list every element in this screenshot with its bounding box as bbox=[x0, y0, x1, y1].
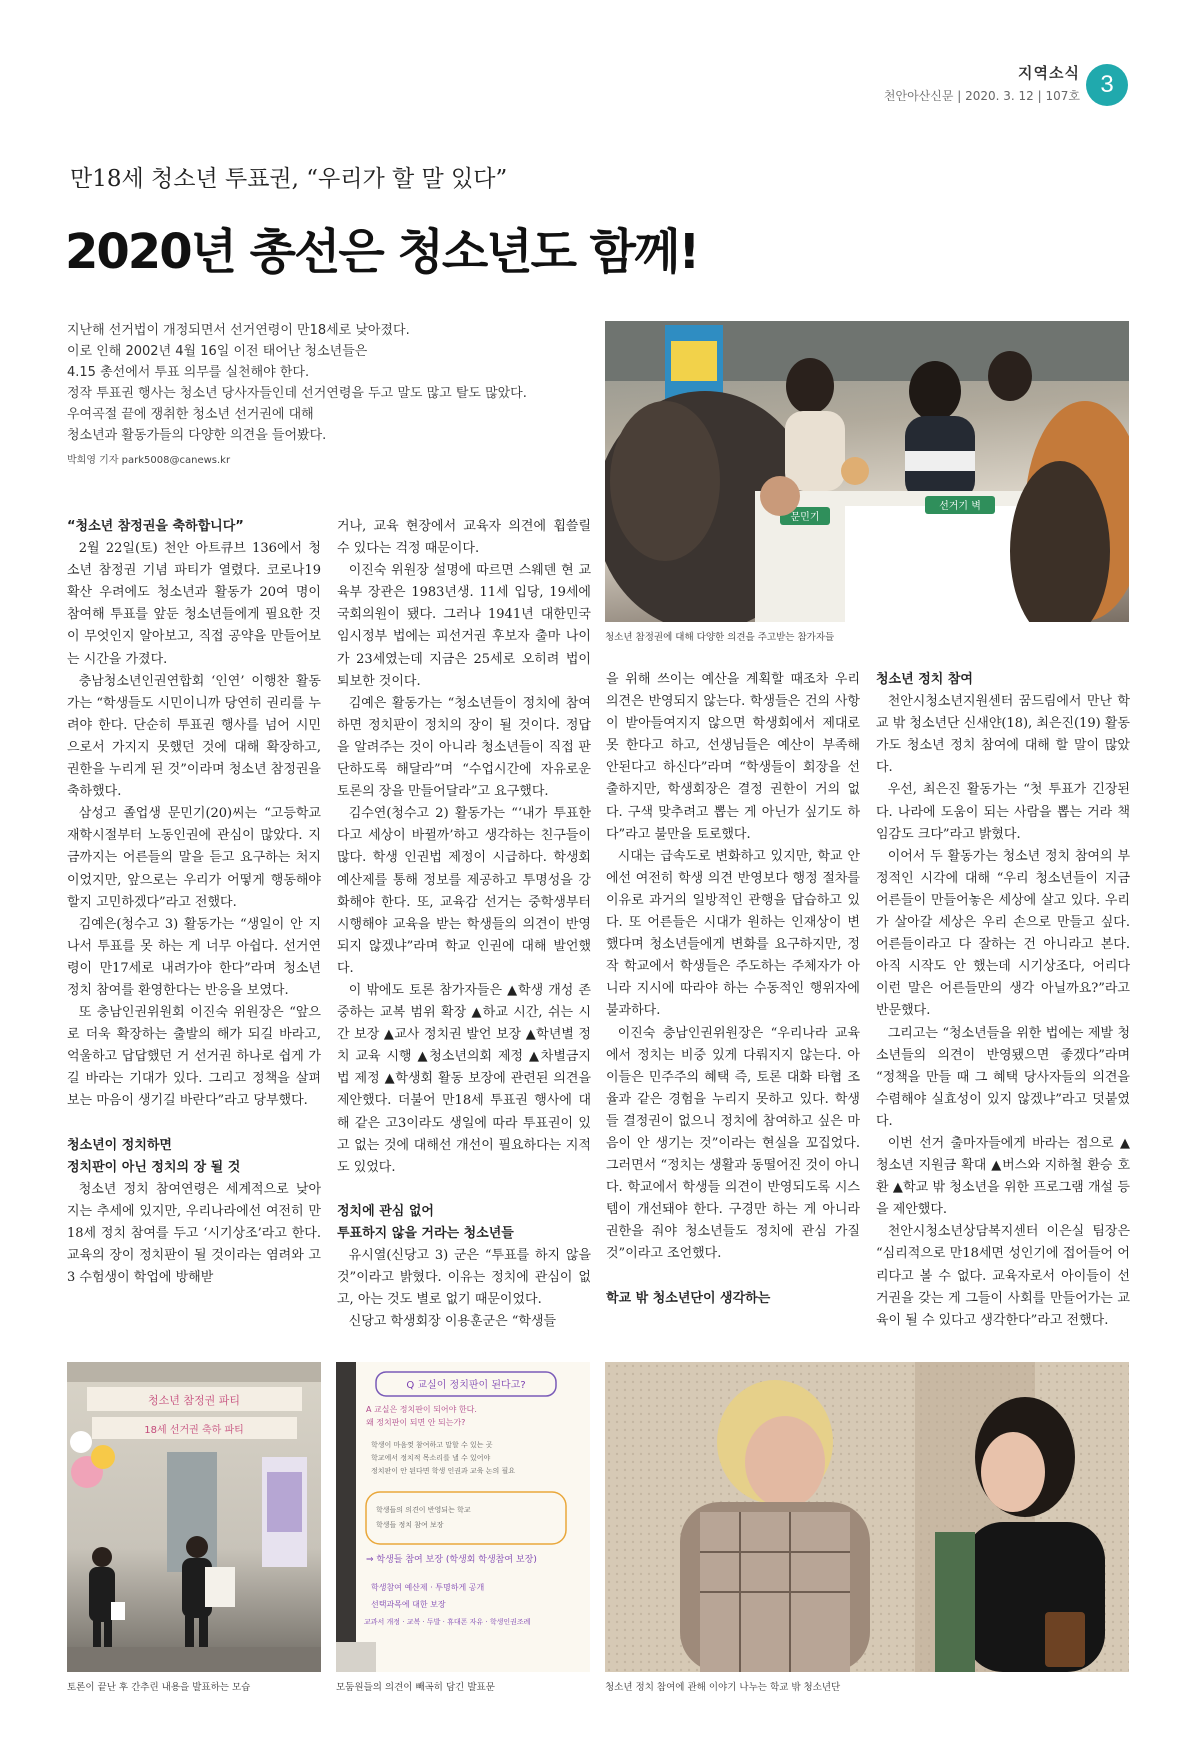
paragraph: 이 밖에도 토론 참가자들은 ▲학생 개성 존중하는 교복 범위 확장 ▲하교 시간, 쉬는 시간 보장 ▲교사 정치권 발언 보장 ▲학년별 정치 교육 시행 ▲청소년의회 제정 ▲차별금지법 제정 ▲학생회 활동 보장에 관련된 의견을 제안했다. 더불어 만18세 투표권 행사에 대해 같은 고3이라도 생일에 따라 투표권이 있고 없는 것에 대해선 개선이 필요하다는 지적도 있었다. bbox=[337, 982, 591, 1175]
subhead: 학교 밖 청소년단이 생각하는 bbox=[606, 1290, 771, 1306]
subhead: 청소년 정치 참여 bbox=[876, 672, 973, 687]
subhead: “청소년 참정권을 축하합니다” bbox=[67, 519, 244, 534]
paragraph: 김예은 활동가는 “청소년들이 정치에 참여하면 정치판이 정치의 장이 될 것이다. 정답을 알려주는 것이 아니라 청소년들이 직접 판단하도록 해달라”며 “수업시간에 자유로운 토론의 장을 만들어달라”고 요구했다. bbox=[337, 695, 591, 800]
poster-line: 왜 정치판이 되면 안 되는가? bbox=[366, 1418, 466, 1427]
lead-line: 지난해 선거법이 개정되면서 선거연령이 만18세로 낮아졌다. bbox=[67, 323, 410, 338]
subhead: 정치에 관심 없어 bbox=[337, 1203, 434, 1219]
paragraph: 이어서 두 활동가는 청소년 정치 참여의 부정적인 시각에 대해 “우리 청소년들이 지금 어른들이 만들어놓은 세상에 살고 있다. 우리가 살아갈 세상은 우리 손으로 만들고 싶다. 어른들이라고 다 잘하는 건 아니라고 본다. 아직 시작도 안 했는데 시기상조다, 어리다 이런 말은 어른들만의 생각 아닐까요?”라고 반문했다. bbox=[876, 848, 1130, 1019]
poster-line: 학교에서 정치적 목소리를 낼 수 있어야 bbox=[371, 1454, 491, 1462]
paragraph: 충남청소년인권연합회 ‘인연’ 이행찬 활동가는 “학생들도 시민이니까 당연히 권리를 누려야 한다. 단순히 투표권 행사를 넘어 시민으로서 가지지 못했던 것에 대해 확장하고, 권한을 누리게 된 것”이라며 청소년 참정권을 축하했다. bbox=[67, 673, 321, 800]
banner-text: 청소년 참정권 파티 bbox=[147, 1394, 241, 1407]
paragraph: 또 충남인권위원회 이진숙 위원장은 “앞으로 더욱 확장하는 출발의 해가 되길 바라고, 억울하고 답답했던 거 선거권 하나로 쉽게 가길 바라는 기대가 있다. 그리고 정책을 살펴보는 마음이 생기길 바란다”라고 당부했다. bbox=[67, 1005, 321, 1109]
photo-discussion-scene bbox=[605, 321, 1129, 622]
byline: 박희영 기자 park5008@canews.kr bbox=[67, 455, 231, 466]
paragraph: 을 위해 쓰이는 예산을 계획할 때조차 우리 의견은 반영되지 않는다. 학생들은 건의 사항이 받아들여지지 않으면 학생회에서 제대로 못 한다고 하고, 선생님들은 예산이 부족해 안된다고 하신다”라며 “학생들이 회장을 선출하지만, 학생회장은 결정 권한이 거의 없다. 구색 맞추려고 뽑는 게 아닌가 싶기도 하다”라고 불만을 토로했다. bbox=[606, 672, 860, 842]
paragraph: 삼성고 졸업생 문민기(20)씨는 “고등학교 재학시절부터 노동인권에 관심이 많았다. 지금까지는 어른들의 말을 듣고 요구하는 처지이었지만, 앞으로는 우리가 어떻게 행동해야 할지 고민하겠다”라고 전했다. bbox=[67, 806, 321, 910]
paragraph: 이번 선거 출마자들에게 바라는 점으로 ▲청소년 지원금 확대 ▲버스와 지하철 환승 호환 ▲학교 밖 청소년을 위한 프로그램 개설 등을 제안했다. bbox=[876, 1135, 1130, 1218]
page-header bbox=[884, 62, 1080, 104]
lead-line: 우여곡절 끝에 쟁취한 청소년 선거권에 대해 bbox=[67, 407, 314, 422]
paragraph: 신당고 학생회장 이용훈군은 “학생들 bbox=[348, 1314, 557, 1330]
article-column-2 bbox=[337, 516, 591, 1344]
photo-caption: 모둠원들의 의견이 빼곡히 담긴 발표문 bbox=[336, 1682, 495, 1693]
paragraph: 김수연(청수고 2) 활동가는 “‘내가 투표한다고 세상이 바뀔까’하고 생각하는 친구들이 많다. 학생 인권법 제정이 시급하다. 학생회 예산제를 통해 정보를 제공하고 투명성을 강화해야 한다. 또, 교육감 선거는 중학생부터 시행해야 교육을 받는 학생들의 의견이 반영되지 않겠냐”라며 학교 인권에 대해 발언했다. bbox=[337, 806, 591, 976]
paragraph: 시대는 급속도로 변화하고 있지만, 학교 안에선 여전히 학생 의견 반영보다 행정 절차를 이유로 과거의 일방적인 관행을 답습하고 있다. 또 어른들은 시대가 원하는 인재상이 변했다며 청소년들에게 변화를 요구하지만, 정작 학교에서 학생들은 주도하는 주체자가 아니라 지시에 따라야 하는 수동적인 행위자에 불과하다. bbox=[606, 848, 860, 1019]
photo-poster bbox=[336, 1362, 590, 1672]
poster-line: 교과서 개정 · 교복 · 두발 · 휴대폰 자유 · 학생인권조례 bbox=[364, 1618, 531, 1626]
article-column-3 bbox=[606, 669, 860, 1344]
article-lead bbox=[67, 320, 587, 471]
paragraph: 청소년 정치 참여연령은 세계적으로 낮아지는 추세에 있지만, 우리나라에선 여전히 만18세 정치 참여를 두고 ‘시기상조’라고 한다. 교육의 장이 정치판이 될 것이라는 염려와 고3 수험생이 학업에 방해받 bbox=[67, 1181, 321, 1286]
subhead: 청소년이 정치하면 bbox=[67, 1137, 172, 1153]
article-headline: 2020년 총선은 청소년도 함께! bbox=[65, 224, 699, 280]
article-column-4 bbox=[876, 669, 1130, 1344]
photo-presentation bbox=[67, 1362, 321, 1672]
paragraph: 2월 22일(토) 천안 아트큐브 136에서 청소년 참정권 기념 파티가 열렸다. 코로나19 확산 우려에도 청소년과 활동가 20여 명이 참여해 투표를 앞둔 청소년들에게 필요한 것이 무엇인지 알아보고, 직접 공약을 만들어보는 시간을 가졌다. bbox=[67, 541, 321, 667]
paragraph: 유시열(신당고 3) 군은 “투표를 하지 않을 것”이라고 밝혔다. 이유는 정치에 관심이 없고, 아는 것도 별로 없기 때문이었다. bbox=[337, 1248, 591, 1308]
paragraph: 김예은(청수고 3) 활동가는 “생일이 안 지나서 투표를 못 하는 게 너무 아쉽다. 선거연령이 만17세로 내려가야 한다”라며 청소년 정치 참여를 환영한다는 반응을 보였다. bbox=[67, 916, 321, 998]
lead-line: 4.15 총선에서 투표 의무를 실천해야 한다. bbox=[67, 365, 310, 380]
photo-caption: 청소년 참정권에 대해 다양한 의견을 주고받는 참가자들 bbox=[605, 632, 835, 643]
poster-line: 학생참여 예산제 · 투명하게 공개 bbox=[371, 1583, 485, 1592]
poster-line: 정치판이 안 된다면 학생 인권과 교육 논의 필요 bbox=[371, 1467, 516, 1475]
issue-info: 천안아산신문 | 2020. 3. 12 | 107호 bbox=[883, 89, 1080, 103]
page-number-badge: 3 bbox=[1086, 64, 1128, 106]
poster-line: A 교실은 정치판이 되어야 한다. bbox=[366, 1405, 477, 1414]
paragraph: 우선, 최은진 활동가는 “첫 투표가 긴장된다. 나라에 도움이 되는 사람을 뽑는 거라 책임감도 크다”라고 밝혔다. bbox=[876, 782, 1130, 842]
photo-caption: 청소년 정치 참여에 관해 이야기 나누는 학교 밖 청소년단 bbox=[605, 1682, 841, 1693]
photo-discussion-table bbox=[605, 321, 1129, 622]
subhead: 정치판이 아닌 정치의 장 될 것 bbox=[67, 1159, 241, 1175]
subhead: 투표하지 않을 거라는 청소년들 bbox=[337, 1225, 514, 1241]
section-name: 지역소식 bbox=[1018, 64, 1080, 82]
name-card-text: 선거기 벽 bbox=[939, 501, 981, 512]
name-card-text: 문민기 bbox=[790, 512, 820, 523]
poster-title: Q 교실이 정치판이 된다고? bbox=[406, 1380, 526, 1391]
article-kicker: 만18세 청소년 투표권, “우리가 할 말 있다” bbox=[70, 166, 508, 192]
poster-line: 학생이 마음껏 참여하고 말할 수 있는 곳 bbox=[371, 1441, 493, 1449]
paragraph: 거나, 교육 현장에서 교육자 의견에 휩쓸릴 수 있다는 걱정 때문이다. bbox=[337, 519, 591, 557]
photo-interview-scene bbox=[605, 1362, 1129, 1672]
paragraph: 그리고는 “청소년들을 위한 법에는 제발 청소년들의 의견이 반영됐으면 좋겠다”라며 “정책을 만들 때 그 혜택 당사자들의 의견을 수렴해야 실효성이 있지 않겠냐”라고 덧붙였다. bbox=[876, 1025, 1130, 1129]
lead-line: 정작 투표권 행사는 청소년 당사자들인데 선거연령을 두고 말도 많고 탈도 많았다. bbox=[67, 386, 527, 401]
photo-caption: 토론이 끝난 후 간추린 내용을 발표하는 모습 bbox=[67, 1682, 251, 1693]
banner-text: 18세 선거권 축하 파티 bbox=[144, 1425, 244, 1436]
photo-interview bbox=[605, 1362, 1129, 1672]
poster-scene bbox=[336, 1362, 590, 1672]
poster-line: ⇒ 학생들 참여 보장 (학생회 학생참여 보장) bbox=[366, 1555, 537, 1565]
paragraph: 이진숙 위원장 설명에 따르면 스웨덴 현 교육부 장관은 1983년생. 11세 입당, 19세에 국회의원이 됐다. 그러나 1941년 대한민국 임시정부 법에는 피선거권 후보자 출마 나이가 23세였는데 지금은 25세로 오히려 법이 퇴보한 것이다. bbox=[337, 563, 591, 689]
paragraph: 천안시청소년상담복지센터 이은실 팀장은 “심리적으로 만18세면 성인기에 접어들어 어리다고 볼 수 없다. 교육자로서 아이들이 선거권을 갖는 게 그들이 사회를 만들어가는 교육이 될 수 있다고 생각한다”라고 전했다. bbox=[876, 1224, 1130, 1328]
poster-line: 학생들 정치 참여 보장 bbox=[376, 1521, 444, 1529]
photo-presentation-scene bbox=[67, 1362, 321, 1672]
paragraph: 이진숙 충남인권위원장은 “우리나라 교육에서 정치는 비중 있게 다뤄지지 않는다. 아이들은 민주주의 혜택 즉, 토론 대화 타협 조율과 같은 경험을 누리지 못하고 있다. 학생들 결정권이 없으니 정치에 참여하고 싶은 마음이 안 생기는 것”이라는 현실을 꼬집었다. 그러면서 “정치는 생활과 동떨어진 것이 아니다. 학교에서 학생들 의견이 반영되도록 시스템이 개선돼야 한다. 구경만 하는 게 아니라 권한을 줘야 청소년들도 정치에 관심 가질 것”이라고 조언했다. bbox=[606, 1025, 860, 1262]
poster-line: 학생들의 의견이 반영되는 학교 bbox=[376, 1506, 471, 1514]
lead-line: 청소년과 활동가들의 다양한 의견을 들어봤다. bbox=[67, 428, 327, 443]
article-column-1 bbox=[67, 516, 321, 1344]
lead-line: 이로 인해 2002년 4월 16일 이전 태어난 청소년들은 bbox=[67, 344, 368, 359]
paragraph: 천안시청소년지원센터 꿈드림에서 만난 학교 밖 청소년단 신새얀(18), 최은진(19) 활동가도 청소년 정치 참여에 대해 할 말이 많았다. bbox=[876, 694, 1130, 776]
poster-line: 선택과목에 대한 보장 bbox=[371, 1600, 446, 1609]
